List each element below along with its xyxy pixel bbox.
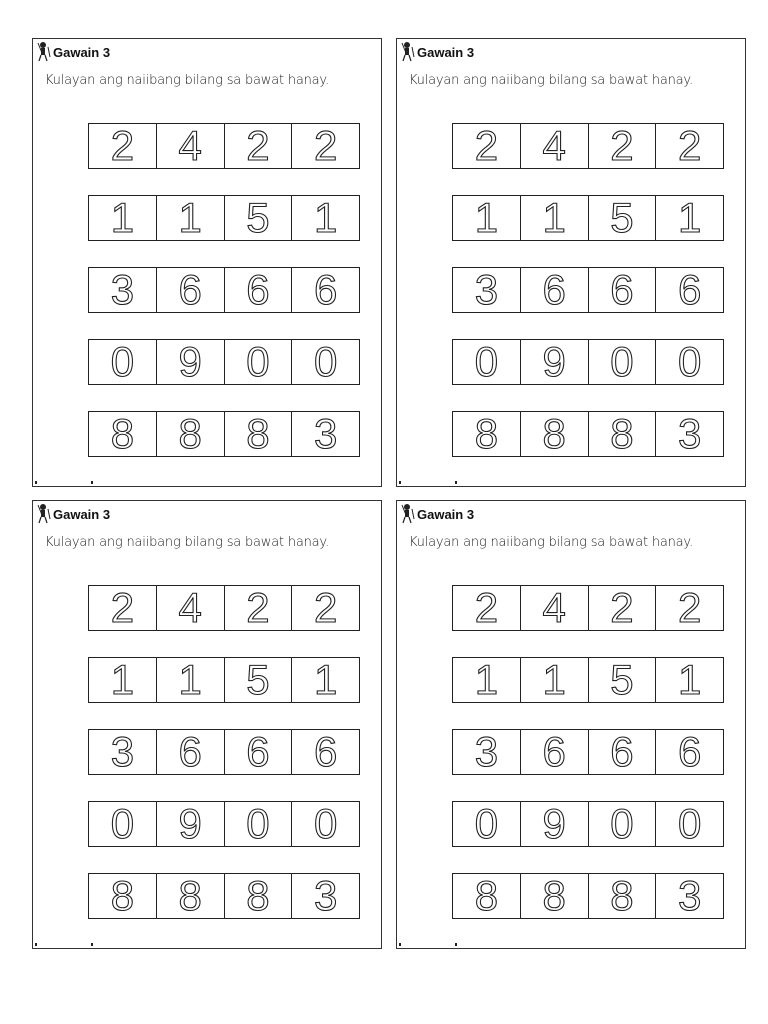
number-cell[interactable]: 1 [157,196,225,240]
number-row [88,657,360,703]
number-cell[interactable]: 3 [453,268,521,312]
number-cell[interactable]: 5 [225,196,293,240]
footer-marks [399,942,457,946]
number-rows [452,585,724,945]
number-cell[interactable]: 2 [677,584,702,631]
number-cell[interactable]: 1 [157,658,225,702]
number-cell[interactable]: 0 [313,338,338,385]
number-cell[interactable]: 8 [157,412,225,456]
number-cell[interactable]: 1 [313,194,338,241]
number-row [452,123,724,169]
number-cell[interactable]: 2 [589,124,657,168]
number-cell[interactable]: 0 [589,340,657,384]
number-cell[interactable]: 3 [677,410,702,457]
number-cell[interactable]: 4 [521,124,589,168]
number-cell[interactable]: 9 [157,802,225,846]
number-cell[interactable]: 6 [313,266,338,313]
number-cell[interactable]: 0 [677,338,702,385]
footer-marks [35,942,93,946]
worksheet-title: Gawain 3 [53,44,111,60]
number-cell[interactable]: 3 [313,872,338,919]
number-row [452,585,724,631]
number-cell[interactable]: 9 [521,802,589,846]
number-cell[interactable]: 0 [453,340,521,384]
number-cell[interactable]: 0 [313,800,338,847]
number-cell[interactable]: 4 [157,586,225,630]
number-cell[interactable]: 0 [453,802,521,846]
number-cell[interactable]: 1 [453,196,521,240]
footer-marks [399,480,457,484]
number-row [88,267,360,313]
pencil-child-icon [401,41,415,63]
number-cell[interactable]: 6 [589,730,657,774]
number-cell[interactable]: 2 [313,122,338,169]
number-cell[interactable]: 8 [453,874,521,918]
number-cell[interactable]: 4 [157,124,225,168]
number-cell[interactable]: 5 [589,658,657,702]
number-cell[interactable]: 5 [589,196,657,240]
number-cell[interactable]: 6 [225,730,293,774]
number-row [88,585,360,631]
number-cell[interactable]: 9 [521,340,589,384]
number-cell[interactable]: 6 [521,730,589,774]
number-cell[interactable]: 6 [521,268,589,312]
number-cell[interactable]: 2 [225,586,293,630]
worksheet-card [396,38,746,487]
footer-marks [35,480,93,484]
number-cell[interactable]: 2 [89,586,157,630]
number-row [88,729,360,775]
number-cell[interactable]: 6 [589,268,657,312]
number-cell[interactable]: 8 [589,874,657,918]
number-cell[interactable]: 2 [677,122,702,169]
number-cell[interactable]: 6 [157,268,225,312]
worksheet-header [37,503,110,525]
number-cell[interactable]: 8 [89,412,157,456]
number-row [88,873,360,919]
number-cell[interactable]: 0 [89,340,157,384]
number-cell[interactable]: 2 [453,124,521,168]
number-cell[interactable]: 6 [677,266,702,313]
worksheet-title: Gawain 3 [417,44,475,60]
number-cell[interactable]: 0 [589,802,657,846]
number-cell[interactable]: 1 [89,658,157,702]
number-cell[interactable]: 1 [677,194,702,241]
number-cell[interactable]: 2 [453,586,521,630]
number-row [88,411,360,457]
number-cell[interactable]: 8 [157,874,225,918]
number-row [452,267,724,313]
number-cell[interactable]: 8 [521,412,589,456]
worksheet-header [401,503,474,525]
number-cell[interactable]: 6 [313,728,338,775]
number-cell[interactable]: 1 [89,196,157,240]
number-cell[interactable]: 8 [225,874,293,918]
number-row [88,339,360,385]
worksheet-header [37,41,110,63]
worksheet-card [32,500,382,949]
pencil-child-icon [37,503,51,525]
number-cell[interactable]: 1 [677,656,702,703]
number-cell[interactable]: 6 [677,728,702,775]
number-rows [452,123,724,483]
number-row [452,339,724,385]
number-cell[interactable]: 1 [453,658,521,702]
number-cell[interactable]: 1 [313,656,338,703]
number-cell[interactable]: 0 [225,340,293,384]
number-row [452,801,724,847]
number-cell[interactable]: 6 [157,730,225,774]
number-cell[interactable]: 0 [225,802,293,846]
number-cell[interactable]: 2 [89,124,157,168]
number-cell[interactable]: 2 [589,586,657,630]
number-cell[interactable]: 3 [677,872,702,919]
number-cell[interactable]: 3 [453,730,521,774]
number-cell[interactable]: 6 [225,268,293,312]
number-cell[interactable]: 3 [89,268,157,312]
number-cell[interactable]: 8 [89,874,157,918]
worksheet-instruction: Kulayan ang naiibang bilang sa bawat hanay. [409,535,694,550]
number-cell[interactable]: 3 [89,730,157,774]
number-row [452,195,724,241]
number-rows [88,585,360,945]
number-row [88,123,360,169]
number-cell[interactable]: 8 [225,412,293,456]
number-cell[interactable]: 8 [589,412,657,456]
worksheet-instruction: Kulayan ang naiibang bilang sa bawat hanay. [409,73,694,88]
pencil-child-icon [37,41,51,63]
number-row [452,657,724,703]
number-cell[interactable]: 8 [521,874,589,918]
worksheet-title: Gawain 3 [53,506,111,522]
worksheet-instruction: Kulayan ang naiibang bilang sa bawat hanay. [45,535,330,550]
worksheet-header [401,41,474,63]
worksheet-card [396,500,746,949]
number-cell[interactable]: 9 [157,340,225,384]
number-cell[interactable]: 8 [453,412,521,456]
number-cell[interactable]: 0 [677,800,702,847]
number-cell[interactable]: 3 [313,410,338,457]
pencil-child-icon [401,503,415,525]
worksheet-title: Gawain 3 [417,506,475,522]
number-cell[interactable]: 4 [521,586,589,630]
number-cell[interactable]: 2 [313,584,338,631]
number-cell[interactable]: 5 [225,658,293,702]
number-row [452,411,724,457]
number-row [452,729,724,775]
worksheet-instruction: Kulayan ang naiibang bilang sa bawat hanay. [45,73,330,88]
number-row [88,195,360,241]
worksheet-card [32,38,382,487]
number-cell[interactable]: 1 [521,658,589,702]
number-cell[interactable]: 0 [89,802,157,846]
number-row [88,801,360,847]
number-cell[interactable]: 2 [225,124,293,168]
number-cell[interactable]: 1 [521,196,589,240]
number-row [452,873,724,919]
number-rows [88,123,360,483]
